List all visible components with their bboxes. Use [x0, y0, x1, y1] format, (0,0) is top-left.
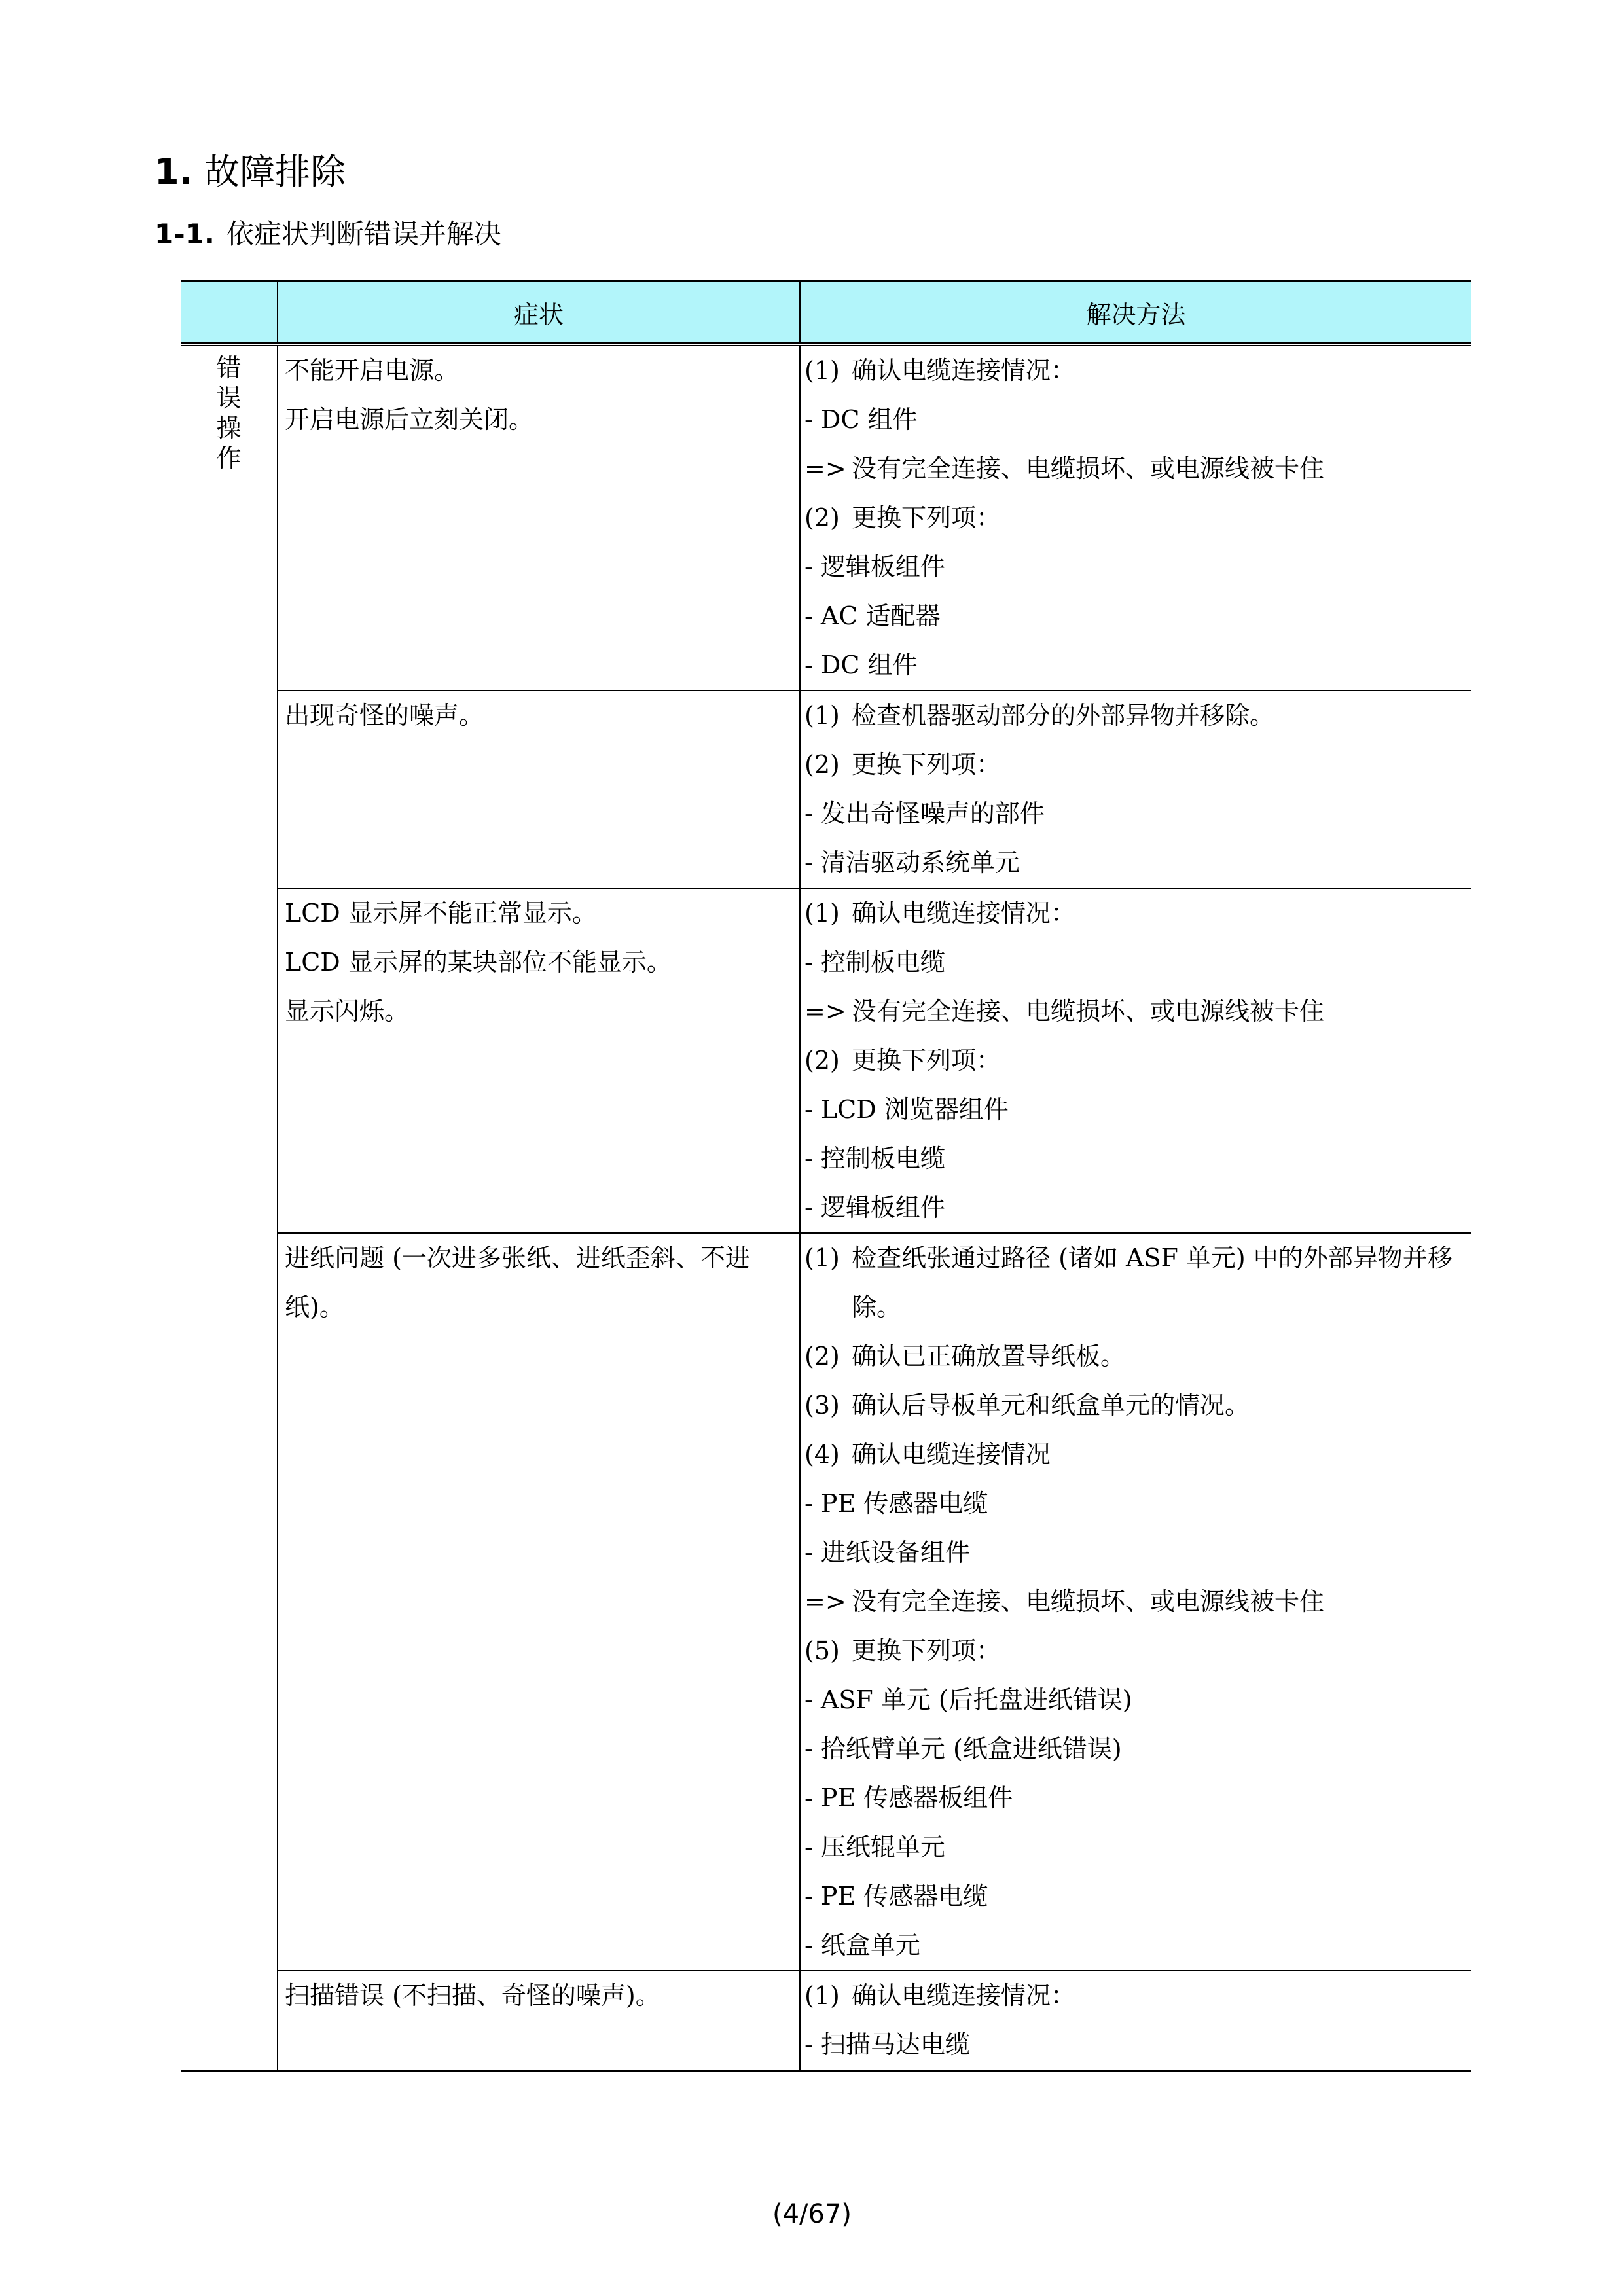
solution-text: - 拾纸臂单元 (纸盒进纸错误) [804, 1734, 1122, 1763]
solution-line [801, 1528, 1471, 1577]
solution-text: - LCD 浏览器组件 [804, 1095, 1009, 1124]
solution-prefix: (2) [804, 750, 840, 779]
table-row [181, 1971, 1471, 2071]
solution-text: - 发出奇怪噪声的部件 [804, 799, 1045, 828]
solution-prefix: (5) [804, 1636, 840, 1665]
solution-line [801, 1676, 1471, 1725]
solution-text: 检查纸张通过路径 (诸如 ASF 单元) 中的外部异物并移除。 [852, 1244, 1453, 1321]
solution-line [801, 1183, 1471, 1232]
solution-line [801, 740, 1471, 789]
table-row [181, 344, 1471, 691]
solution-line [801, 395, 1471, 444]
header-blank-cell [181, 281, 278, 345]
solution-text: - 纸盒单元 [804, 1931, 920, 1960]
solution-line [801, 1921, 1471, 1970]
solution-text: - 清洁驱动系统单元 [804, 848, 1020, 877]
solution-prefix: (4) [804, 1440, 840, 1469]
symptom-cell [278, 1971, 800, 2071]
symptom-line: 不能开启电源。 [285, 356, 460, 385]
symptom-line: 进纸问题 (一次进多张纸、进纸歪斜、不进纸)。 [285, 1244, 750, 1321]
solution-text: 更换下列项： [852, 750, 1001, 779]
solution-text: - 控制板电缆 [804, 1144, 945, 1173]
solution-text: 更换下列项： [852, 1046, 1001, 1075]
solution-text: 更换下列项： [852, 1636, 1001, 1665]
troubleshooting-table [181, 280, 1471, 2072]
table-header-row [181, 281, 1471, 345]
solution-line [801, 592, 1471, 641]
solution-text: 没有完全连接、电缆损坏、或电源线被卡住 [852, 997, 1325, 1026]
solution-line [801, 1332, 1471, 1381]
section-heading [154, 215, 501, 254]
category-label: 错误操作 [216, 353, 242, 473]
solution-line [801, 1381, 1471, 1430]
solution-prefix: (3) [804, 1391, 840, 1420]
solution-text: - PE 传感器电缆 [804, 1882, 988, 1910]
solution-text: 确认电缆连接情况 [852, 1440, 1051, 1469]
solution-line [801, 1479, 1471, 1528]
page-heading [154, 149, 346, 195]
solution-text: - 逻辑板组件 [804, 552, 945, 581]
solution-prefix: (1) [804, 1981, 840, 2010]
solution-cell [800, 1233, 1471, 1971]
solution-prefix: => [804, 997, 846, 1026]
symptom-line: LCD 显示屏不能正常显示。 [285, 899, 597, 927]
solution-prefix: (1) [804, 1244, 840, 1272]
solution-line [801, 1234, 1471, 1332]
category-cell [181, 344, 278, 2071]
solution-text: 确认电缆连接情况： [852, 1981, 1076, 2010]
solution-prefix: => [804, 1587, 846, 1616]
table-row [181, 888, 1471, 1233]
solution-prefix: (1) [804, 356, 840, 385]
solution-text: - PE 传感器板组件 [804, 1784, 1013, 1812]
solution-line [801, 1036, 1471, 1085]
solution-line [801, 691, 1471, 740]
solution-prefix: => [804, 454, 846, 483]
solution-text: 确认已正确放置导纸板。 [852, 1342, 1126, 1371]
solution-text: - DC 组件 [804, 405, 918, 434]
solution-prefix: (2) [804, 1046, 840, 1075]
symptom-line: 显示闪烁。 [285, 997, 410, 1026]
symptom-line: 开启电源后立刻关闭。 [285, 405, 534, 434]
subheading-title: 依症状判断错误并解决 [226, 218, 501, 250]
solution-text: - 进纸设备组件 [804, 1538, 970, 1567]
solution-text: 确认电缆连接情况： [852, 356, 1076, 385]
solution-line [801, 1725, 1471, 1774]
solution-prefix: (1) [804, 701, 840, 730]
solution-cell [800, 344, 1471, 691]
solution-line [801, 543, 1471, 592]
solution-cell [800, 691, 1471, 888]
solution-line [801, 938, 1471, 987]
solution-text: 确认电缆连接情况： [852, 899, 1076, 927]
solution-prefix: (2) [804, 1342, 840, 1371]
solution-text: - PE 传感器电缆 [804, 1489, 988, 1518]
solution-line [801, 346, 1471, 395]
solution-line [801, 838, 1471, 888]
table-row [181, 1233, 1471, 1971]
solution-line [801, 889, 1471, 938]
symptom-line: 扫描错误 (不扫描、奇怪的噪声)。 [285, 1981, 660, 2010]
solution-line [801, 641, 1471, 690]
solution-text: - 逻辑板组件 [804, 1193, 945, 1222]
solution-line [801, 493, 1471, 543]
solution-text: 没有完全连接、电缆损坏、或电源线被卡住 [852, 454, 1325, 483]
table-row [181, 691, 1471, 888]
solution-line [801, 1774, 1471, 1823]
solution-line [801, 789, 1471, 838]
solution-line [801, 1577, 1471, 1626]
solution-text: 没有完全连接、电缆损坏、或电源线被卡住 [852, 1587, 1325, 1616]
symptom-cell [278, 888, 800, 1233]
symptom-cell [278, 344, 800, 691]
solution-cell [800, 1971, 1471, 2071]
symptom-cell [278, 1233, 800, 1971]
solution-text: - 控制板电缆 [804, 948, 945, 977]
solution-line [801, 1085, 1471, 1134]
heading-number: 1. [154, 151, 193, 192]
solution-prefix: (2) [804, 503, 840, 532]
solution-line [801, 1626, 1471, 1676]
solution-line [801, 1823, 1471, 1872]
solution-text: 确认后导板单元和纸盒单元的情况。 [852, 1391, 1250, 1420]
solution-line [801, 987, 1471, 1036]
solution-text: - ASF 单元 (后托盘进纸错误) [804, 1685, 1132, 1714]
symptom-cell [278, 691, 800, 888]
page-number: (4/67) [772, 2199, 852, 2229]
solution-text: 更换下列项： [852, 503, 1001, 532]
solution-text: - 压纸辊单元 [804, 1833, 945, 1861]
solution-text: - 扫描马达电缆 [804, 2030, 970, 2059]
header-solution: 解决方法 [800, 281, 1471, 345]
heading-title: 故障排除 [204, 151, 346, 192]
solution-line [801, 444, 1471, 493]
solution-line [801, 1971, 1471, 2020]
header-symptom: 症状 [278, 281, 800, 345]
solution-text: 检查机器驱动部分的外部异物并移除。 [852, 701, 1275, 730]
solution-line [801, 2020, 1471, 2070]
solution-text: - DC 组件 [804, 651, 918, 679]
solution-cell [800, 888, 1471, 1233]
subheading-number: 1-1. [154, 218, 215, 250]
solution-line [801, 1430, 1471, 1479]
symptom-line: LCD 显示屏的某块部位不能显示。 [285, 948, 672, 977]
solution-line [801, 1134, 1471, 1183]
solution-text: - AC 适配器 [804, 601, 941, 630]
symptom-line: 出现奇怪的噪声。 [285, 701, 484, 730]
solution-prefix: (1) [804, 899, 840, 927]
solution-line [801, 1872, 1471, 1921]
